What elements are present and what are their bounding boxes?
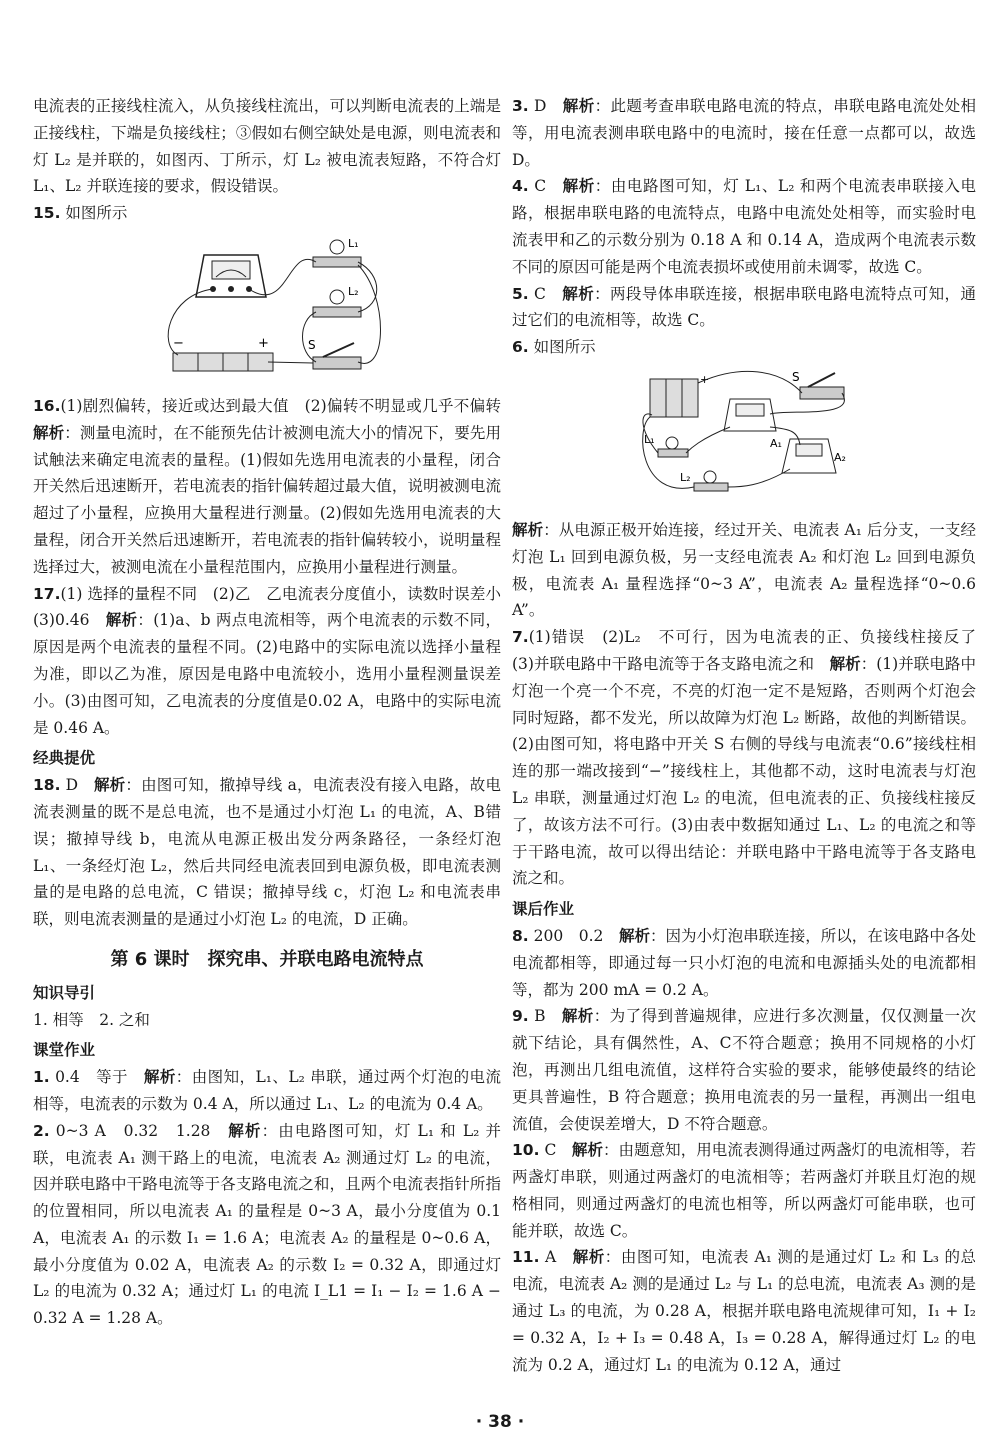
question-17: 17.(1) 选择的量程不同 (2)乙 乙电流表分度值小，读数时误差小 (3)0.46 解析：(1)a、b 两点电流相等，两个电流表的示数不同，原因是两个电流表的量程不同。(2)电路中的实际电流以选择小量程为准，即以乙为准，原因是电路中电流较小，选用小量程测量误差小。(3)由图可知，乙电流表的分度值是0.02 A，电路中的实际电流是 0.46 A。 (33, 584, 517, 737)
page-number: · 38 · (475, 1412, 525, 1432)
figure-6-circuit (630, 369, 860, 509)
bulb-l1-icon (644, 433, 688, 457)
question-18: 18. D 解析：由图可知，撤掉导线 a，电流表没有接入电路，故电流表测量的既不是总电流，也不是通过小灯泡 L₁ 的电流，A、B错误；撤掉导线 b，电流从电源正极出发分两条路径，一条经灯泡 L₁、一条经灯泡 L₂，然后共同经电流表回到电源负极，即电流表测量的是电路的总电流，C 错误；撤掉导线 c，灯泡 L₂ 和电流表串联，则电流表测量的是通过小灯泡 L₂ 的电流，D 正确。 (33, 776, 501, 929)
right-column (512, 93, 992, 1378)
section-heading-khzy: 课后作业 (512, 900, 575, 919)
fig6-l1-label: L₁ (644, 432, 655, 446)
fig15-minus-label: − (173, 335, 184, 351)
paragraph-continued: 电流表的正接线柱流入，从负接线柱流出，可以判断电流表的上端是正接线柱，下端是负接线柱；③假如右侧空缺处是电源，则电流表和灯 L₂ 是并联的，如图丙、丁所示，灯 L₂ 被电流表短路，不符合灯 L₁、L₂ 并联连接的要求，假设错误。 (33, 97, 501, 196)
fig6-s-label: S (792, 369, 800, 384)
question-15: 15. 如图所示 (33, 204, 128, 223)
battery-icon (650, 373, 709, 417)
class-question-2: 2. 0~3 A 0.32 1.28 解析：由电路图可知，灯 L₁ 和 L₂ 并联，电流表 A₁ 测干路上的电流，电流表 A₂ 测通过灯 L₂ 的电流，因并联电路中干路电流等于各支路电流之和，且两个电流表指针所指的位置相同，所以电流表 A₁ 的量程是 0~3 A，最小分度值为 0.1 A，电流表 A₁ 的示数 I₁ = 1.6 A；电流表 A₂ 的量程是 0~0.6 A，最小分度值为 0.02 A，电流表 A₂ 的示数 I₂ = 0.32 A，即通过灯 L₂ 的电流为 0.32 A；通过灯 L₁ 的电流 I_L1 = I₁ − I₂ = 1.6 A − 0.32 A = 1.28 A。 (33, 1121, 501, 1328)
section-heading-zsdy: 知识导引 (33, 983, 96, 1002)
question-9: 9. B 解析：为了得到普遍规律，应进行多次测量，仅仅测量一次就下结论，具有偶然性，A、C不符合题意；换用不同规格的小灯泡，再测出几组电流值，这样符合实验的要求，能够使最终的结论更具普遍性，B 符合题意；换用电流表的另一量程，再测出一组电流值，会使误差增大，D 不符合题意。 (512, 1007, 976, 1133)
question-6-explanation: 解析：从电源正极开始连接，经过开关、电流表 A₁ 后分支，一支经灯泡 L₁ 回到电源负极，另一支经电流表 A₂ 和灯泡 L₂ 回到电源负极，电流表 A₁ 量程选择“0~3 A”，电流表 A₂ 量程选择“0~0.6 A”。 (512, 520, 976, 620)
section-heading-jdty: 经典提优 (33, 749, 96, 768)
fig15-l1-label: L₁ (348, 236, 359, 250)
battery-icon (173, 336, 273, 371)
fig6-l2-label: L₂ (680, 470, 691, 484)
lesson-title: 第 6 课时 探究串、并联电路电流特点 (110, 948, 424, 970)
ammeter-a2-icon (782, 439, 846, 473)
switch-icon (308, 338, 361, 369)
bulb-l2-icon (313, 285, 361, 317)
bulb-l1-icon (313, 237, 361, 267)
class-question-1: 1. 0.4 等于 解析：由图知，L₁、L₂ 串联，通过两个灯泡的电流相等，电流表的示数为 0.4 A，所以通过 L₁、L₂ 的电流为 0.4 A。 (33, 1068, 501, 1113)
question-10: 10. C 解析：由题意知，用电流表测得通过两盏灯的电流相等，若两盏灯串联，则通过两盏灯的电流相等；若两盏灯并联且灯泡的规格相同，则通过两盏灯的电流也相等，所以两盏灯可能串联，也可能并联，故选 C。 (512, 1141, 976, 1240)
left-column (33, 93, 517, 1332)
question-5: 5. C 解析：两段导体串联连接，根据串联电路电流特点可知，通过它们的电流相等，故选 C。 (512, 284, 976, 330)
section-heading-ktzy: 课堂作业 (33, 1041, 96, 1060)
question-3: 3. D 解析：此题考查串联电路电流的特点，串联电路电流处处相等，用电流表测串联电路中的电流时，接在任意一点都可以，故选 D。 (512, 97, 976, 169)
question-6: 6. 如图所示 (512, 338, 596, 357)
fig15-plus-label: + (258, 335, 269, 351)
switch-icon (792, 370, 844, 399)
zsdy-answers: 1. 相等 2. 之和 (33, 1010, 150, 1029)
question-16: 16.(1)剧烈偏转，接近或达到最大值 (2)偏转不明显或几乎不偏转 解析：测量电流时，在不能预先估计被测电流大小的情况下，要先用试触法来确定电流表的量程。(1)假如先选用电流表的小量程，闭合开关然后迅速断开，若电流表的指针偏转超过最大值，说明被测电流超过了小量程，应换用大量程进行测量。(2)假如先选用电流表的大量程，闭合开关然后迅速断开，若电流表的指针偏转较小，说明量程选择过大，被测电流在小量程范围内，应换用小量程进行测量。 (33, 396, 517, 576)
question-7: 7.(1)错误 (2)L₂ 不可行，因为电流表的正、负接线柱接反了 (3)并联电路中干路电流等于各支路电流之和 解析：(1)并联电路中灯泡一个亮一个不亮，不亮的灯泡一定不是短路，否则两个灯泡会同时短路，都不发光，所以故障为灯泡 L₂ 断路，故他的判断错误。(2)由图可知，将电路中开关 S 右侧的导线与电流表“0.6”接线柱相连的那一端改接到“−”接线柱上，其他都不动，这时电流表与灯泡 L₂ 串联，测量通过灯泡 L₂ 的电流，但电流表的正、负接线柱接反了，故该方法不可行。(3)由表中数据知通过 L₁、L₂ 的电流之和等于干路电流，故可以得出结论：并联电路中干路电流等于各支路电流之和。 (512, 628, 992, 888)
ammeter-a1-icon (724, 399, 782, 450)
question-4: 4. C 解析：由电路图可知，灯 L₁、L₂ 和两个电流表串联接入电路，根据串联电路的电流特点，电路中电流处处相等，而实验时电流表甲和乙的示数分别为 0.18 A 和 0.14 A，造成两个电流表示数不同的原因可能是两个电流表损坏或使用前未调零，故选 C。 (512, 177, 976, 276)
fig6-a2-label: A₂ (834, 450, 846, 464)
fig6-a1-label: A₁ (770, 436, 782, 450)
question-8: 8. 200 0.2 解析：因为小灯泡串联连接，所以，在该电路中各处电流都相等，即通过每一只小灯泡的电流和电源插头处的电流都相等，都为 200 mA = 0.2 A。 (512, 926, 976, 999)
figure-15-circuit (158, 235, 398, 385)
fig15-l2-label: L₂ (348, 284, 359, 298)
question-11: 11. A 解析：由图可知，电流表 A₁ 测的是通过灯 L₂ 和 L₃ 的总电流，电流表 A₂ 测的是通过 L₂ 与 L₁ 的总电流，电流表 A₃ 测的是通过 L₃ 的电流，为 0.28 A，根据并联电路电流规律可知，I₁ + I₂ = 0.32 A，I₂ + I₃ = 0.48 A，I₃ = 0.28 A，解得通过灯 L₂ 的电流为 0.2 A，通过灯 L₁ 的电流为 0.12 A，通过 (512, 1248, 976, 1374)
fig15-s-label: S (308, 337, 316, 352)
fig6-plus-label: + (700, 372, 710, 386)
